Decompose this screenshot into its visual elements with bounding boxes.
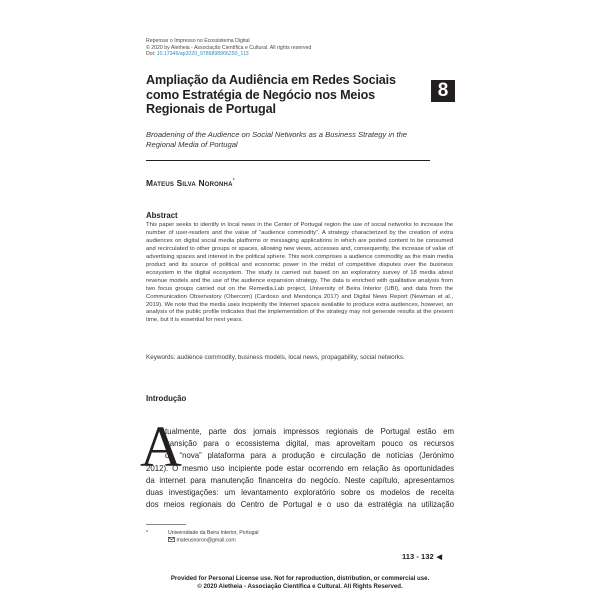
author-footnote-mark: * [232, 178, 235, 185]
footnote [146, 530, 259, 545]
license-footer [0, 575, 600, 592]
footnote-email[interactable]: mateusnoron@gmail.com [176, 537, 236, 544]
book-title: Repensar o Impresso no Ecossistema Digital [146, 38, 250, 44]
doi-link[interactable]: 10.17346/ap2020_9789898966250_113 [156, 51, 249, 58]
abstract-text: This paper seeks to identify in local news in the Center of Portugal region the use of social networks to increase the number of user-readers and the value of “audience commodity”. A strategy characterized by the creation of extra audiences on digital social media platforms or messaging applications in which are posted content to be consumed and recirculated to other groups or spaces, allowing new views, accesses and, consequently, the increase of value of advertising spaces and interest in the political sphere. This work comprises a audience commodity as the main media product and its source of political and economic power in the midst of competitive disputes over the business ecosystem in the digital ecosystem. The study is carried out based on an exploratory survey of 18 media about revenue models and the use of the audience expansion strategy. The data is enriched with qualitative analysis from two focus groups carried out on the Remedia.Lab project, University of Beira Interior (UBI), and data from the Communication Observatory (Obercom) (Cardoso and Mendonça 2017) and Digital News Report (Newman et al., 2019). We note that the media uses incipiently the Internet spaces available to produce extra audiences, however, an analysis of the public profile indicates that the implementation of the strategy may not generate results at the present time, but it is essential for next years. [146, 222, 453, 324]
footnote-affiliation: Universidade da Beira Interior, Portugal [168, 530, 259, 536]
left-triangle-icon: ◀ [436, 554, 443, 561]
chapter-title: Ampliação da Audiência em Redes Sociais como Estratégia de Negócio nos Meios Regionais de Portugal [146, 73, 396, 117]
copyright-line: © 2020 by Aletheia - Associação Científica e Cultural. All rights reserved [146, 44, 312, 51]
body-line: da internet para manutenção financeira do negócio. Neste capítulo, apresentamos [146, 475, 454, 485]
body-line: tualmente, parte dos jornais impressos regionais de Portugal estão em [165, 427, 454, 436]
chapter-subtitle: Broadening of the Audience on Social Networks as a Business Strategy in the Regional Media of Portugal [146, 130, 408, 150]
footnote-affiliation-line [146, 530, 259, 537]
doi-line [146, 51, 311, 58]
copyright-footer-line: © 2020 Aletheia - Associação Científica e Cultural. All Rights Reserved. [197, 583, 403, 591]
doi-label: Doi: [146, 51, 156, 58]
body-line: dos meios regionais do Centro de Portugal e o uso da estratégia na utilização [146, 500, 454, 510]
footnote-divider [146, 524, 186, 525]
body-line: 2012). O mesmo uso incipiente pode estar ocorrendo em relação às oportunidades [146, 463, 454, 473]
body-line: transição para o ecossistema digital, mas aproveitam pouco os recursos [165, 439, 454, 449]
body-line: duas investigações: um levantamento exploratório sobre os modelos de receita [146, 487, 454, 497]
author-name-text: Mateus Silva Noronha [146, 178, 233, 188]
footnote-email-line [146, 537, 259, 545]
license-line: Provided for Personal License use. Not for reproduction, distribution, or commercial use. [170, 575, 430, 582]
author-name [146, 178, 235, 188]
book-meta [146, 38, 311, 58]
page-range [402, 552, 442, 561]
section-heading-introduction: Introdução [146, 394, 187, 403]
page-range-text: 113 - 132 [402, 552, 434, 561]
intro-paragraph [146, 426, 454, 511]
footnote-mark: * [146, 530, 149, 536]
chapter-number-badge: 8 [431, 80, 455, 102]
keywords: Keywords: audience commodity, business models, local news, propagability, social networks. [146, 354, 405, 361]
title-divider [146, 160, 430, 161]
body-line: da “nova” plataforma para a produção e circulação de notícias (Jerónimo [165, 451, 454, 461]
drop-cap: A [140, 414, 182, 479]
abstract-heading: Abstract [146, 211, 178, 220]
